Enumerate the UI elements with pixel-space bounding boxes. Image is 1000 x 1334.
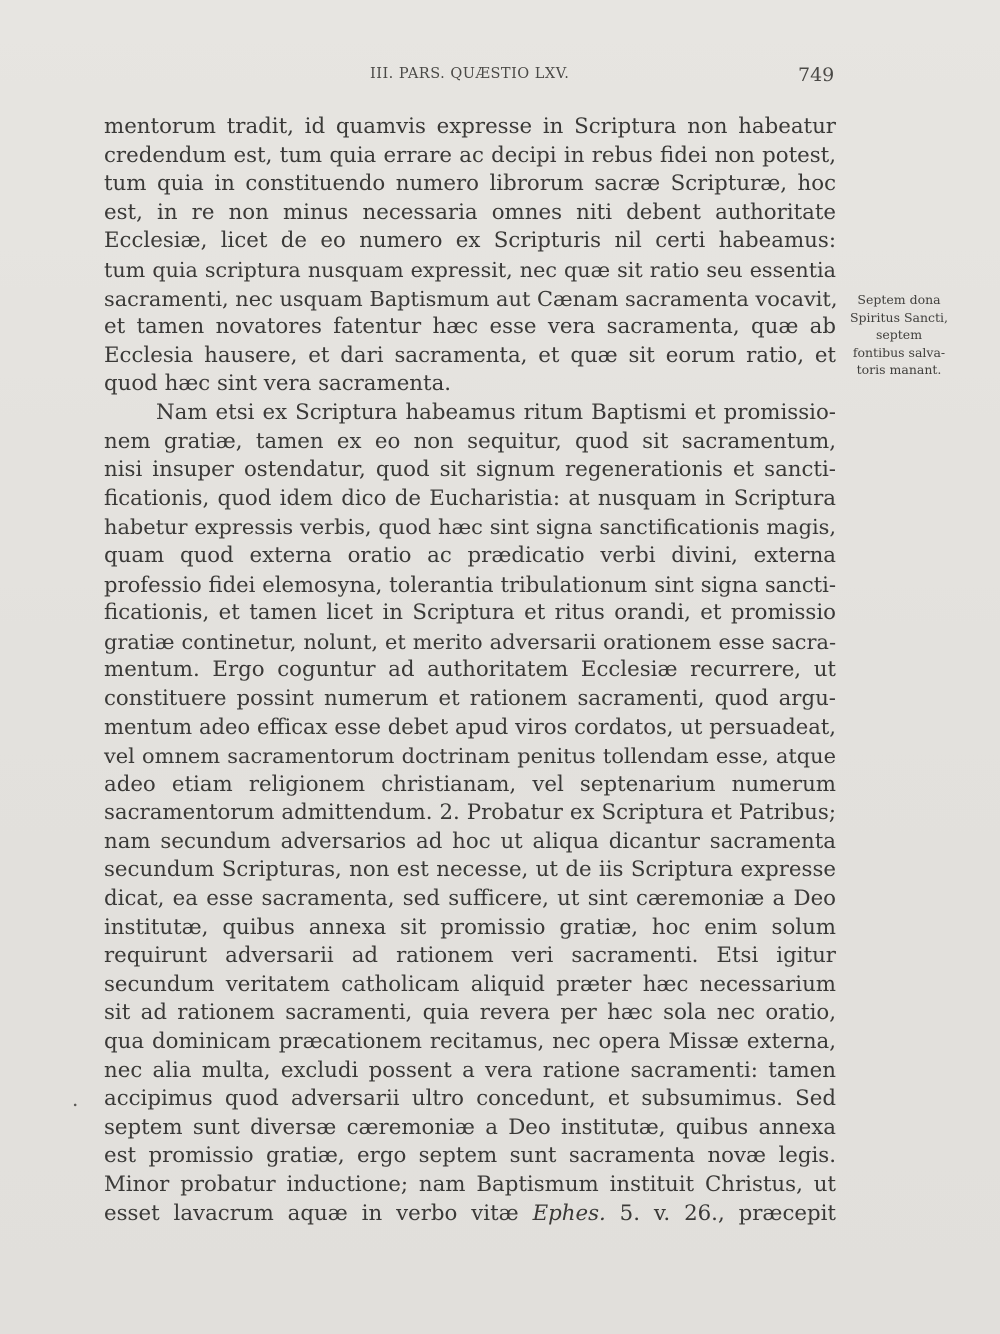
text-line: [72, 1085, 836, 1114]
margin-dot: .: [72, 1087, 79, 1112]
text-line: Minor probatur inductione; nam Baptismum instituit Christus, ut: [104, 1171, 836, 1197]
text-line: mentum. Ergo coguntur ad authoritatem Ecclesiæ recurrere, ut: [104, 657, 836, 683]
text-line: habetur expressis verbis, quod hæc sint signa sanctificationis magis,: [104, 515, 836, 540]
text-line: mentorum tradit, id quamvis expresse in Scriptura non habeatur: [104, 114, 836, 139]
text-line: secundum veritatem catholicam aliquid præter hæc necessarium: [104, 971, 836, 997]
text-line: ficationis, quod idem dico de Eucharistia: at nusquam in Scriptura: [104, 485, 836, 511]
text-line: credendum est, tum quia errare ac decipi in rebus fidei non potest,: [104, 142, 836, 168]
text-line: mentum adeo efficax esse debet apud viros cordatos, ut persuadeat,: [104, 714, 836, 740]
text-line: est, in re non minus necessaria omnes niti debent authoritate: [104, 199, 836, 225]
marginal-note: [841, 291, 957, 379]
text-line: vel omnem sacramentorum doctrinam penitus tollendam esse, atque: [104, 744, 836, 769]
running-head-title: III. PARS. QUÆSTIO LXV.: [370, 66, 570, 82]
text-line: constituere possint numerum et rationem sacramenti, quod argu-: [104, 685, 836, 711]
text-line: qua dominicam præcationem recitamus, nec opera Missæ externa,: [104, 1029, 836, 1054]
text-line: professio fidei elemosyna, tolerantia tribulationum sint signa sancti-: [104, 571, 836, 597]
body-text: [72, 113, 838, 1228]
marginal-note-line: toris manant.: [856, 362, 942, 377]
text-line: dicat, ea esse sacramenta, sed sufficere, ut sint cæremoniæ a Deo: [104, 886, 836, 912]
marginal-note-line: Septem dona: [857, 292, 941, 307]
marginal-note-line: septem: [875, 327, 923, 342]
text-line: sacramentorum admittendum. 2. Probatur ex Scriptura et Patribus;: [104, 800, 836, 826]
text-line: quam quod externa oratio ac prædicatio verbi divini, externa: [104, 542, 836, 568]
text-line: tum quia scriptura nusquam expressit, nec quæ sit ratio seu essentia: [104, 257, 836, 282]
text-line: Ecclesiæ, licet de eo numero ex Scripturis nil certi habeamus:: [104, 228, 836, 254]
text-line: nec alia multa, excludi possent a vera ratione sacramenti: tamen: [104, 1057, 836, 1083]
marginal-note-line: Spiritus Sancti,: [849, 309, 949, 325]
text-segment: esset lavacrum aquæ in verbo vitæ: [104, 1200, 533, 1226]
text-line: nisi insuper ostendatur, quod sit signum regenerationis et sancti-: [104, 457, 836, 483]
text-line-content: accipimus quod adversarii ultro concedunt, et subsumimus. Sed: [104, 1086, 836, 1112]
text-line: gratiæ continetur, nolunt, et merito adversarii orationem esse sacra-: [104, 629, 836, 654]
text-line: sacramenti, nec usquam Baptismum aut Cænam sacramenta vocavit,: [104, 286, 838, 311]
paragraph-start-line: Nam etsi ex Scriptura habeamus ritum Baptismi et promissio-: [156, 399, 836, 425]
text-line: requirunt adversarii ad rationem veri sacramenti. Etsi igitur: [104, 943, 836, 969]
page-number: 749: [798, 64, 835, 86]
text-line: quod hæc sint vera sacramenta.: [104, 371, 452, 397]
text-line: sit ad rationem sacramenti, quia revera per hæc sola nec oratio,: [104, 1000, 836, 1026]
text-line: institutæ, quibus annexa sit promissio gratiæ, hoc enim solum: [104, 914, 836, 940]
text-line: nem gratiæ, tamen ex eo non sequitur, quod sit sacramentum,: [104, 428, 836, 454]
text-line: et tamen novatores fatentur hæc esse vera sacramenta, quæ ab: [104, 314, 836, 340]
text-segment: 5. v. 26., præcepit: [605, 1200, 836, 1226]
running-head: [0, 64, 1000, 88]
text-line: adeo etiam religionem christianam, vel septenarium numerum: [104, 771, 836, 797]
text-line: ficationis, et tamen licet in Scriptura et ritus orandi, et promissio: [104, 600, 836, 626]
final-text-line: [104, 1200, 836, 1229]
text-line: tum quia in constituendo numero librorum sacræ Scripturæ, hoc: [104, 171, 836, 197]
marginal-note-line: fontibus salva-: [852, 344, 946, 360]
text-line: septem sunt diversæ cæremoniæ a Deo institutæ, quibus annexa: [104, 1114, 836, 1140]
citation-italic: Ephes.: [532, 1200, 606, 1226]
text-line: est promissio gratiæ, ergo septem sunt sacramenta novæ legis.: [104, 1143, 836, 1169]
text-line: Ecclesia hausere, et dari sacramenta, et quæ sit eorum ratio, et: [104, 342, 836, 368]
text-line: nam secundum adversarios ad hoc ut aliqua dicantur sacramenta: [104, 828, 836, 854]
text-line: secundum Scripturas, non est necesse, ut de iis Scriptura expresse: [104, 857, 836, 883]
